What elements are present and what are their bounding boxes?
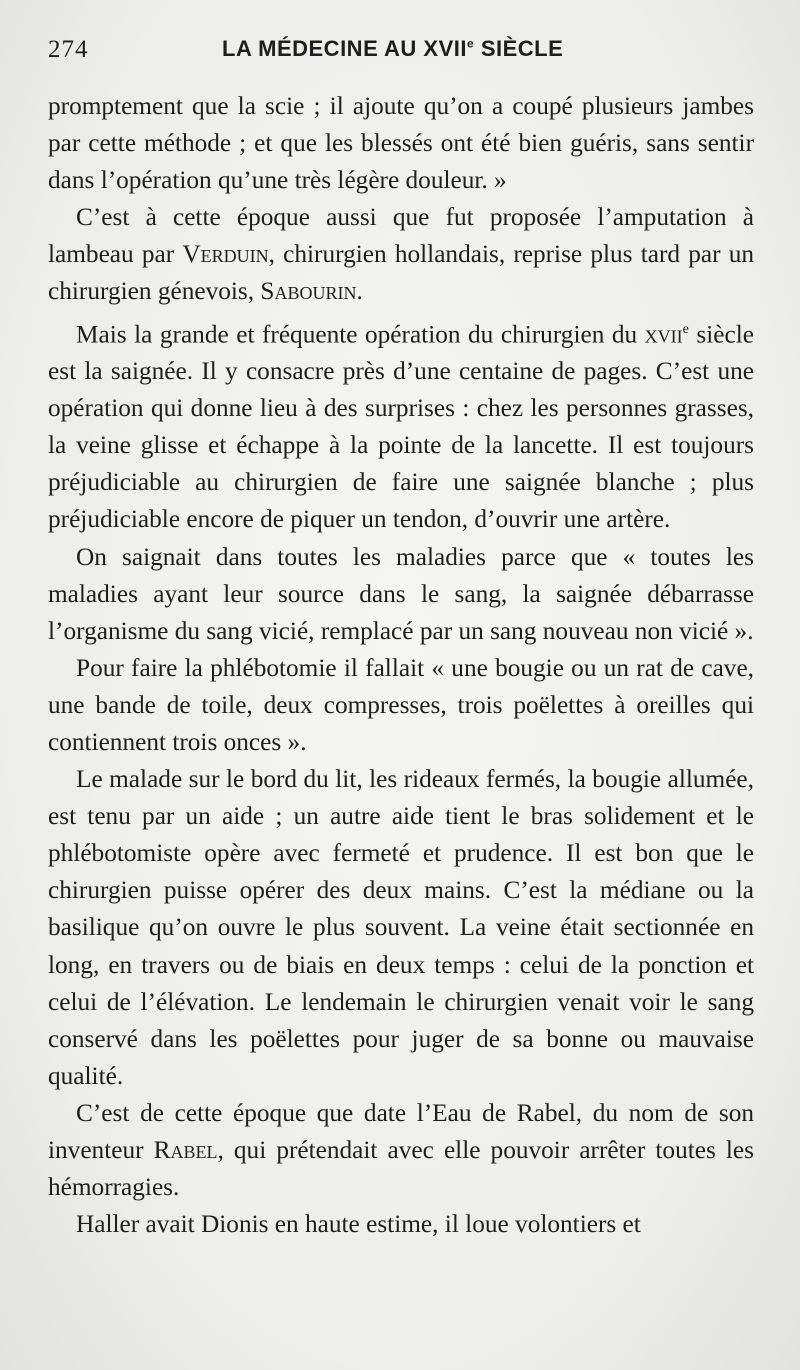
page-number: 274 <box>48 36 89 63</box>
paragraph-4: On saignait dans toutes les maladies parce que « toutes les maladies ayant leur source dans le sang, la saignée débarrasse l’organisme du sang vicié, remplacé par un sang nouveau non vicié ». <box>48 542 754 645</box>
paragraph-5: Pour faire la phlébotomie il fallait « une bougie ou un rat de cave, une bande de toile, deux compresses, trois poëlettes à oreilles qui contiennent trois onces ». <box>48 653 754 757</box>
paragraph-3: Mais la grande et fréquente opération du chirurgien du xvii$^e$ siècle est la saignée. Il y consacre près d’une centaine de pages. C’est une opération qui donne lieu à des surprises : chez les personnes grasses, la veine glisse et échappe à la pointe de la lancette. Il est toujours préjudiciable au chirurgien de faire une saignée blanche ; plus préjudiciable encore de piquer un tendon, d’ouvrir une artère. <box>48 319 754 534</box>
surname-sabourin: Sabourin <box>260 277 357 306</box>
paragraph-6: Le malade sur le bord du lit, les rideaux fermés, la bougie allumée, est tenu par un aide ; un autre aide tient le bras solidement et le phlébotomiste opère avec fermeté et prudence. Il est bon que le chirurgien puisse opérer des deux mains. C’est la médiane ou la basilique qu’on ouvre le plus souvent. La veine était sectionnée en long, en travers ou de biais en deux temps : celui de la ponction et celui de l’élévation. Le lendemain le chirurgien venait voir le sang conservé dans les poëlettes pour juger de sa bonne ou mauvaise qualité. <box>48 765 754 1090</box>
surname-verduin: Verduin <box>182 240 269 269</box>
paragraph-2: C’est à cette époque aussi que fut proposée l’amputation à lambeau par Verduin, chirurgien hollandais, reprise plus tard par un chirurgien génevois, Sabourin. <box>48 203 754 306</box>
running-title: LA MÉDECINE AU XVIIe SIÈCLE <box>222 36 564 61</box>
paragraph-1: promptement que la scie ; il ajoute qu’on a coupé plusieurs jambes par cette méthode ; et que les blessés ont été bien guéris, sans sentir dans l’opération qu’une très légère douleur. » <box>48 92 754 195</box>
body-text <box>48 88 754 1243</box>
paragraph-7: C’est de cette époque que date l’Eau de Rabel, du nom de son inventeur Rabel, qui prétendait avec elle pouvoir arrêter toutes les hémorragies. <box>48 1098 755 1202</box>
surname-rabel: Rabel <box>153 1136 218 1165</box>
page-header <box>46 30 754 70</box>
paragraph-8: Haller avait Dionis en haute estime, il loue volontiers et <box>76 1210 641 1239</box>
century-numeral: xvii <box>644 319 683 348</box>
